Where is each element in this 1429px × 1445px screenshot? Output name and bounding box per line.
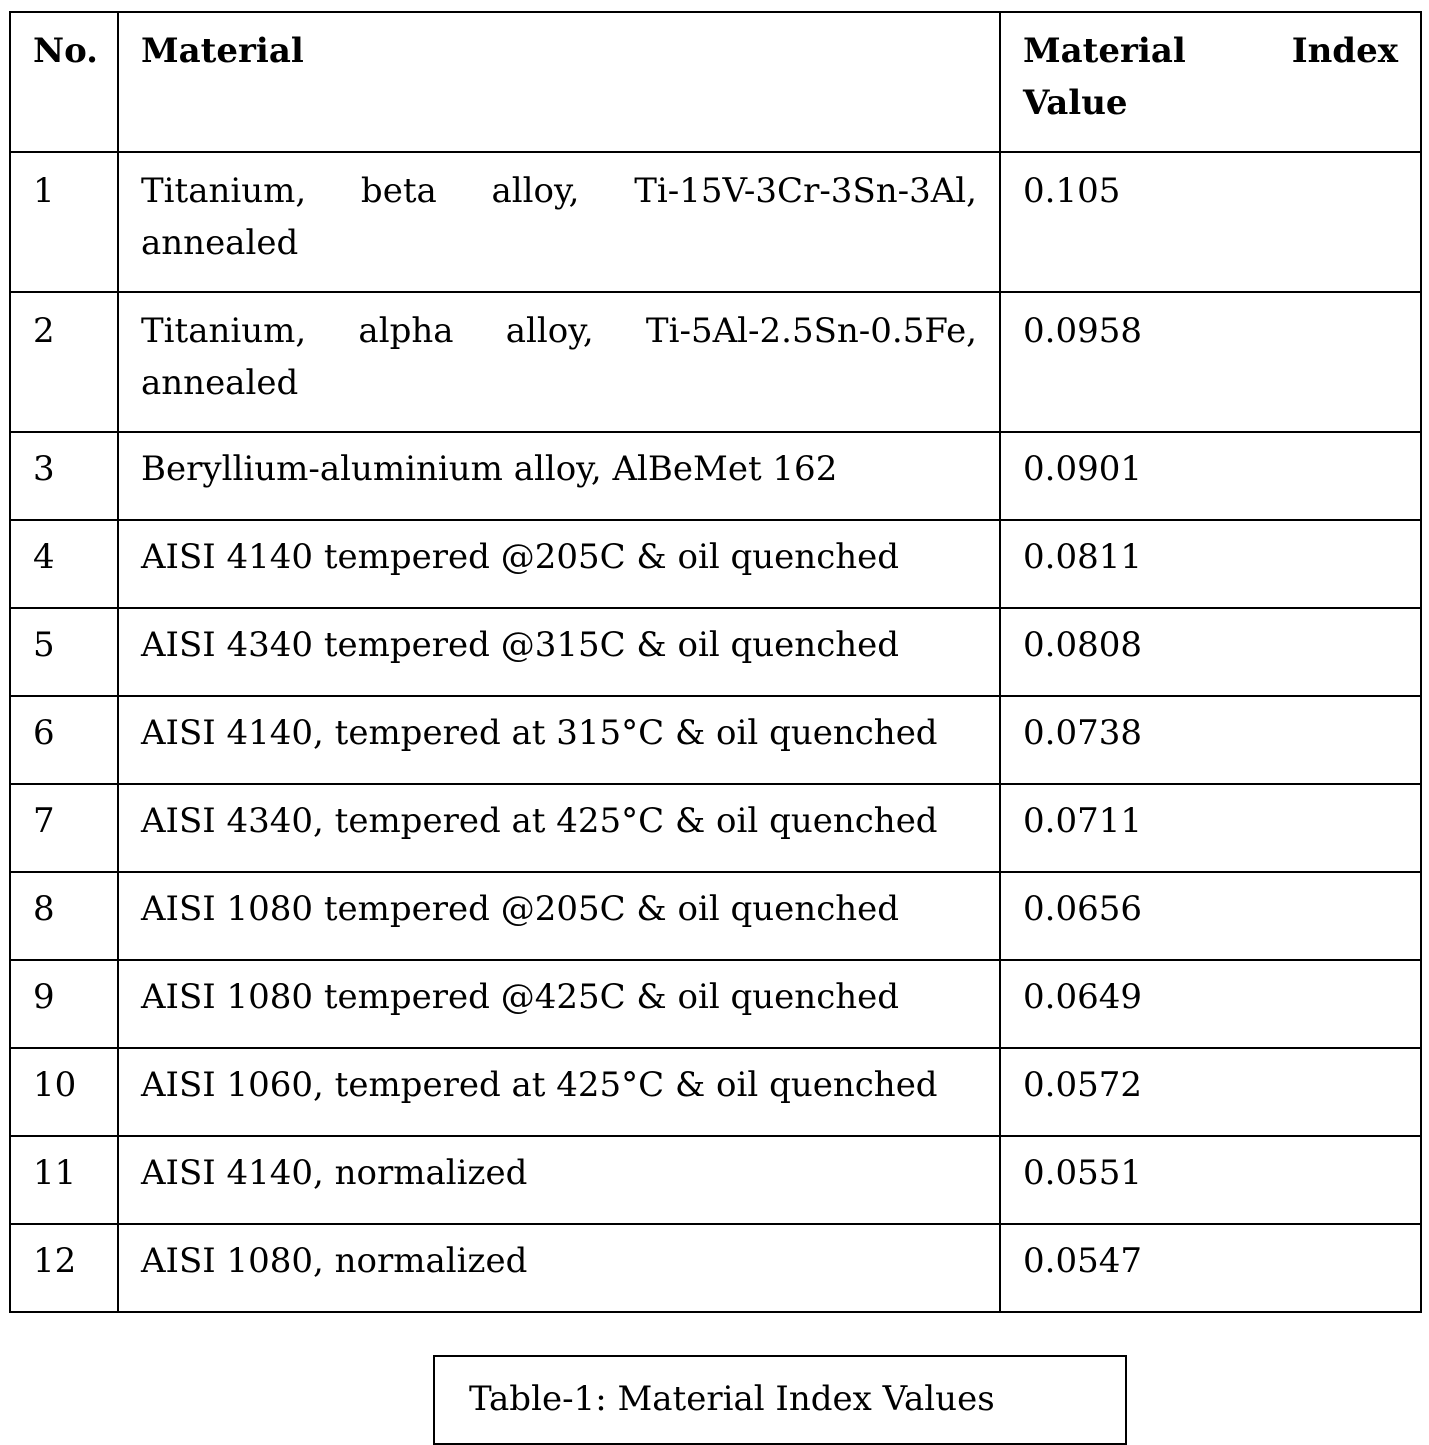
row-number: 7 (10, 784, 118, 872)
row-material: Titanium, alpha alloy, Ti-5Al-2.5Sn-0.5Fe, annealed (118, 292, 1000, 432)
row-number: 10 (10, 1048, 118, 1136)
row-material: AISI 4340, tempered at 425°C & oil quenched (118, 784, 1000, 872)
row-value: 0.0551 (1000, 1136, 1421, 1224)
table-row (10, 292, 1421, 432)
row-value: 0.0656 (1000, 872, 1421, 960)
row-value: 0.0958 (1000, 292, 1421, 432)
material-index-table (9, 11, 1422, 1313)
header-value-word-index: Index (1291, 31, 1398, 71)
table-row (10, 872, 1421, 960)
table-row (10, 1224, 1421, 1312)
row-number: 4 (10, 520, 118, 608)
header-value-word-material: Material (1023, 31, 1186, 71)
table-row (10, 960, 1421, 1048)
row-material: Titanium, beta alloy, Ti-15V-3Cr-3Sn-3Al, annealed (118, 152, 1000, 292)
row-material: AISI 1080, normalized (118, 1224, 1000, 1312)
row-material: Beryllium-aluminium alloy, AlBeMet 162 (118, 432, 1000, 520)
row-value: 0.0738 (1000, 696, 1421, 784)
row-material: AISI 4140, tempered at 315°C & oil quenched (118, 696, 1000, 784)
row-number: 1 (10, 152, 118, 292)
row-material: AISI 4140, normalized (118, 1136, 1000, 1224)
row-number: 12 (10, 1224, 118, 1312)
table-row (10, 608, 1421, 696)
row-material: AISI 1080 tempered @425C & oil quenched (118, 960, 1000, 1048)
table-row (10, 520, 1421, 608)
table-header-row (10, 12, 1421, 152)
row-value: 0.0572 (1000, 1048, 1421, 1136)
row-number: 3 (10, 432, 118, 520)
row-value: 0.0649 (1000, 960, 1421, 1048)
row-value: 0.0711 (1000, 784, 1421, 872)
table-row (10, 432, 1421, 520)
header-material: Material (118, 12, 1000, 152)
row-number: 6 (10, 696, 118, 784)
header-material-index-value (1000, 12, 1421, 152)
row-value: 0.0901 (1000, 432, 1421, 520)
table-caption (433, 1355, 1127, 1445)
row-value: 0.0547 (1000, 1224, 1421, 1312)
table-row (10, 784, 1421, 872)
table-row (10, 152, 1421, 292)
header-value-word-value: Value (1023, 83, 1128, 123)
table-row (10, 1048, 1421, 1136)
row-material: AISI 1080 tempered @205C & oil quenched (118, 872, 1000, 960)
row-material: AISI 1060, tempered at 425°C & oil quenched (118, 1048, 1000, 1136)
row-number: 5 (10, 608, 118, 696)
row-number: 8 (10, 872, 118, 960)
row-material: AISI 4140 tempered @205C & oil quenched (118, 520, 1000, 608)
row-material: AISI 4340 tempered @315C & oil quenched (118, 608, 1000, 696)
table-caption-text: Table-1: Material Index Values (469, 1379, 995, 1419)
row-value: 0.0811 (1000, 520, 1421, 608)
table-row (10, 1136, 1421, 1224)
table-row (10, 696, 1421, 784)
row-number: 9 (10, 960, 118, 1048)
row-number: 2 (10, 292, 118, 432)
header-no: No. (10, 12, 118, 152)
row-value: 0.0808 (1000, 608, 1421, 696)
row-value: 0.105 (1000, 152, 1421, 292)
row-number: 11 (10, 1136, 118, 1224)
